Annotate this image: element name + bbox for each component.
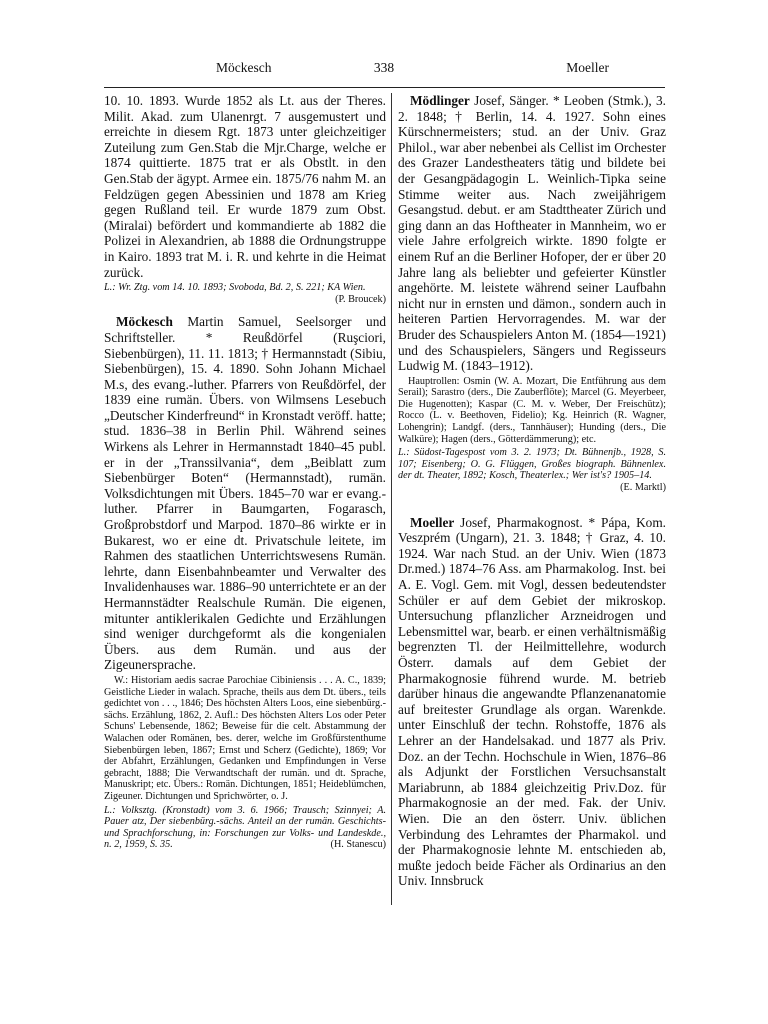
entry-headword: Mödlinger <box>410 93 470 108</box>
entry-author: (H. Stanescu) <box>330 839 386 851</box>
entry-author: (P. Broucek) <box>335 293 386 305</box>
entry-body: Josef, Pharmakognost. * Pápa, Kom. Veszprém (Ungarn), 21. 3. 1848; † Graz, 4. 10. 1924. War nach Stud. an der Univ. Wien (1873 Dr.med.) 1874–76 Ass. am Pharmakolog. Inst. bei A. E. Vogl. Gem. mit Vogl, dessen bedeutendster Schüler er auf dem Gebiet der mikroskop. Untersuchung pflanzlicher Arzneidrogen und Lebensmittel war, bearb. er einen verhältnismäßig begrenzten Tl. der Heilmittellehre, wodurch Österr. damals auf dem Gebiet der Pharmakognosie führend wurde. M. betrieb darüber hinaus die angewandte Pflanzenanatomie auf breitester Grundlage als organ. Warenkde. unter Einschluß der techn. Rohstoffe, 1876 als Lehrer an der Handelsakad. und 1877 als Priv. Doz. an der Techn. Hochschule in Wien, 1876–86 als Adjunkt der Forstlichen Versuchsanstalt Mariabrunn, ab 1884 gleichzeitig Priv.Doz. für Pharmakognosie an der med. Fak. der Univ. Wien. Die an den österr. Univ. üblichen Verbindung des Lehramtes der Pharmakol. und der Pharmakognosie lehnte M. entschieden ab, mußte jedoch beide Fächer als Ordinarius an den Univ. Innsbruck <box>398 514 666 889</box>
entry-headword: Moeller <box>410 514 455 530</box>
right-column <box>398 93 666 889</box>
entry-author: (E. Marktl) <box>620 482 666 494</box>
header-rule <box>104 87 665 88</box>
column-divider <box>391 93 392 905</box>
entry-literature <box>398 447 666 494</box>
entry-moeller <box>398 515 666 889</box>
continued-entry-literature <box>104 282 386 305</box>
entry-body: Josef, Sänger. * Leoben (Stmk.), 3. 2. 1848; † Berlin, 14. 4. 1927. Sohn eines Kürschnermeisters; stud. an der Univ. Graz Philol., war aber nebenbei als Cellist im Orchester des Grazer Landestheaters tätig und bildete bei der Gesangpädagogin L. Weinlich-Tipka seine Stimme weiter aus. Nach zweijährigem Gesangstud. debut. er am Stadttheater Zürich und ging dann an das Hoftheater in Mannheim, wo er viele Jahre erfolgreich wirkte. 1890 folgte er einem Ruf an die Berliner Hofoper, der er über 20 Jahre lang als beliebter und gefeierter Künstler angehörte. M. leistete während seiner Laufbahn nicht nur in ernsten und dämon., sondern auch in heiteren Partien Hervorragendes. M. war der Bruder des Schauspielers Anton M. (1854—1921) und des Schauspielers, Sängers und Regisseurs Ludwig M. (1843–1912). <box>398 93 666 374</box>
entry-works: W.: Historiam aedis sacrae Parochiae Cibiniensis . . . A. C., 1839; Geistliche Lieder in walach. Sprache, theils aus dem Dt. übers., teils gedichtet von . . ., 1846; Des höchsten Alters Loos, eine siebenbürg.-sächs. Erzählung, 1862, 2. Aufl.: Des höchsten Alters Los oder Peter Schuns' Lebensende, 1862; Beweise für die celt. Abstammung der Walachen oder Romänen, bes. derer, welche im Großfürstenthume Siebenbürgen leben, 1867; Ernst und Scherz (Gedichte), 1869; Vor der Abfahrt, Erzählungen, Gedanken und Empfindungen in Verse gebracht, 1888; Die Verwandtschaft der rumän. und dt. Sprache, Manuskript; etc. Übers.: Romän. Dichtungen, 1851; Heideblümchen, Zigeuner. Dichtungen und Sprichwörter, o. J. <box>104 674 386 802</box>
entry-moedlinger <box>398 93 666 374</box>
entry-literature <box>104 805 386 851</box>
continued-entry-text: 10. 10. 1893. Wurde 1852 als Lt. aus der Theres. Milit. Akad. zum Ulanenrgt. 7 ausgemustert und erreichte in diesem Rgt. 1873 unter gleichzeitiger Zuteilung zum Gen.Stab die Mjr.Charge, welche er 1874 quittierte. 1875 trat er als Obstlt. in den Gen.Stab der ägypt. Armee ein. 1875/76 nahm M. an Feldzügen gegen Abessinien und 1878 am Krieg gegen Rußland teil. Er wurde 1879 zum Obst. (Miralai) befördert und kommandierte ab 1882 die Polizei in Alexandrien, ab 1888 die Ordnungstruppe in Kairo. 1893 trat M. i. R. und kehrte in die Heimat zurück. <box>104 93 386 280</box>
header-left-keyword: Möckesch <box>216 60 272 75</box>
left-column <box>104 93 386 851</box>
entry-body: Martin Samuel, Seelsorger und Schriftsteller. * Reußdörfel (Ruşciori, Siebenbürgen), 11. 11. 1813; † Hermannstadt (Sibiu, Siebenbürgen), 15. 4. 1890. Sohn Johann Michael M.s, des evang.-luther. Pfarrers von Reußdörfel, der 1839 eine rumän. Übers. von Wilmsens Lesebuch „Deutscher Kinderfreund“ in Kronstadt veröff. hatte; stud. 1836–38 in Berlin Phil. Während seines Wirkens als Lehrer in Hermannstadt 1840–45 publ. er in der „Transsilvania“, dem „Beiblatt zum Siebenbürger Boten“ (Hermannstadt), rumän. Volksdichtungen mit Übers. 1845–70 war er evang.-luther. Pfarrer in Baumgarten, Fogarasch, Großprobstdorf und Marpod. 1870–86 wirkte er in Bukarest, wo er eine dt. Privatschule leitete, im Rahmen des staatlichen Unterrichtswesens Rumän. lehrte, dann Eisenbahnbeamter und Verwalter des Invalidenhauses war. 1886–90 unterrichtete er an der Hermannstädter Realschule Rumän. Die eigenen, mitunter antiklerikalen Gedichte und Erzählungen sind weniger durchgeformt als die kongenialen Übers. aus dem Rumän. und aus der Zigeunersprache. <box>104 314 386 673</box>
running-header <box>104 60 664 80</box>
literature-text: L.: Wr. Ztg. vom 14. 10. 1893; Svoboda, Bd. 2, S. 221; KA Wien. <box>104 282 366 294</box>
literature-text: L.: Volksztg. (Kronstadt) vom 3. 6. 1966; Trausch; Szinnyei; A. Pauer atz, Der siebenbürg.-sächs. Anteil an der rumän. Geschichts- und Sprachforschung, in: Forschungen zur Volks- und Landeskde., n. 2, 1959, S. 35. <box>104 804 386 851</box>
entry-headword: Möckesch <box>116 314 173 330</box>
entry-main-roles: Hauptrollen: Osmin (W. A. Mozart, Die Entführung aus dem Serail); Sarastro (ders., Die Zauberflöte); Marcel (G. Meyerbeer, Die Hugenotten); Kaspar (C. M. v. Weber, Der Freischütz); Rocco (L. v. Beethoven, Fidelio); Kg. Heinrich (R. Wagner, Lohengrin); Landgf. (ders., Tannhäuser); Hunding (ders., Die Walküre); Hagen (ders., Götterdämmerung); etc. <box>398 375 666 445</box>
header-right-keyword: Moeller <box>566 60 609 75</box>
page-number: 338 <box>373 60 395 75</box>
entry-moeckesch <box>104 314 386 673</box>
literature-text: L.: Südost-Tagespost vom 3. 2. 1973; Dt. Bühnenjb., 1928, S. 107; Eisenberg; O. G. Flüggen, Großes biograph. Bühnenlex. der dt. Theater, 1892; Kosch, Theaterlex.; Wer ist's? 1905–14. <box>398 447 666 482</box>
